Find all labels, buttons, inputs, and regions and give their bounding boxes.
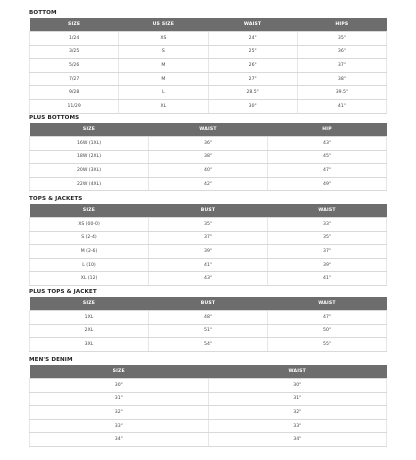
table-cell: M xyxy=(119,59,208,73)
table-cell: 33" xyxy=(30,419,209,433)
column-header: HIP xyxy=(268,123,387,137)
section-bottom xyxy=(29,9,387,114)
table-cell: XL (12) xyxy=(30,272,149,286)
table-row xyxy=(30,59,387,73)
table-cell: 41" xyxy=(268,272,387,286)
table-cell: 28.5" xyxy=(208,86,297,100)
table-cell: XS xyxy=(119,32,208,46)
table-row xyxy=(30,218,387,232)
column-header: WAIST xyxy=(208,365,387,379)
table-cell: 43" xyxy=(149,272,268,286)
table-row xyxy=(30,272,387,286)
table-cell: 38" xyxy=(297,72,386,86)
table-row xyxy=(30,164,387,178)
table-row xyxy=(30,45,387,59)
table-row xyxy=(30,231,387,245)
column-header: WAIST xyxy=(208,18,297,32)
table-cell: 37" xyxy=(149,231,268,245)
size-table xyxy=(29,18,387,114)
size-table xyxy=(29,123,387,191)
size-table xyxy=(29,365,387,447)
table-cell: 31" xyxy=(30,392,209,406)
table-cell: M (2-6) xyxy=(30,245,149,259)
column-header: SIZE xyxy=(30,365,209,379)
table-row xyxy=(30,86,387,100)
table-cell: 9/28 xyxy=(30,86,119,100)
table-cell: 26" xyxy=(208,59,297,73)
table-cell: 37" xyxy=(297,59,386,73)
table-cell: 31" xyxy=(208,392,387,406)
table-row xyxy=(30,150,387,164)
table-cell: 39" xyxy=(149,245,268,259)
table-cell: S xyxy=(119,45,208,59)
section-title: PLUS TOPS & JACKET xyxy=(29,289,97,295)
table-cell: 33" xyxy=(208,419,387,433)
table-cell: 1/24 xyxy=(30,32,119,46)
table-cell: 47" xyxy=(268,311,387,325)
table-cell: 34" xyxy=(208,433,387,447)
column-header: HIPS xyxy=(297,18,386,32)
table-cell: 41" xyxy=(297,99,386,113)
table-cell: 36" xyxy=(149,137,268,151)
table-cell: 33" xyxy=(268,218,387,232)
table-cell: 39.5" xyxy=(297,86,386,100)
table-row xyxy=(30,245,387,259)
table-cell: 45" xyxy=(268,150,387,164)
column-header: WAIST xyxy=(268,297,387,311)
table-cell: 48" xyxy=(149,311,268,325)
table-row xyxy=(30,433,387,447)
table-cell: 42" xyxy=(149,177,268,191)
table-cell: 5/26 xyxy=(30,59,119,73)
table-header-row xyxy=(30,123,387,137)
table-cell: 39" xyxy=(268,258,387,272)
column-header: WAIST xyxy=(149,123,268,137)
table-header-row xyxy=(30,18,387,32)
section-title: BOTTOM xyxy=(29,10,57,16)
section-plus-bottoms xyxy=(29,114,387,191)
size-table xyxy=(29,297,387,352)
table-cell: 30" xyxy=(30,379,209,393)
column-header: SIZE xyxy=(30,18,119,32)
table-cell: 1XL xyxy=(30,311,149,325)
table-cell: 41" xyxy=(149,258,268,272)
section-plus-tops-and-jacket xyxy=(29,288,387,352)
column-header: BUST xyxy=(149,297,268,311)
table-cell: 11/29 xyxy=(30,99,119,113)
table-cell: M xyxy=(119,72,208,86)
table-row xyxy=(30,392,387,406)
column-header: WAIST xyxy=(268,204,387,218)
table-cell: 47" xyxy=(268,164,387,178)
section-title: MEN'S DENIM xyxy=(29,357,73,363)
table-row xyxy=(30,72,387,86)
table-header-row xyxy=(30,365,387,379)
section-title: PLUS BOTTOMS xyxy=(29,115,80,121)
table-cell: 32" xyxy=(208,406,387,420)
table-cell: 38" xyxy=(149,150,268,164)
table-cell: 35" xyxy=(268,231,387,245)
table-cell: 54" xyxy=(149,338,268,352)
table-row xyxy=(30,137,387,151)
table-cell: 35" xyxy=(297,32,386,46)
table-cell: 16W (1XL) xyxy=(30,137,149,151)
table-cell: 32" xyxy=(30,406,209,420)
table-cell: 7/27 xyxy=(30,72,119,86)
column-header: US SIZE xyxy=(119,18,208,32)
table-row xyxy=(30,379,387,393)
table-row xyxy=(30,419,387,433)
table-row xyxy=(30,406,387,420)
column-header: SIZE xyxy=(30,204,149,218)
section-title: TOPS & JACKETS xyxy=(29,196,83,202)
table-cell: 25" xyxy=(208,45,297,59)
table-cell: 2XL xyxy=(30,324,149,338)
column-header: BUST xyxy=(149,204,268,218)
table-cell: 49" xyxy=(268,177,387,191)
table-row xyxy=(30,258,387,272)
table-row xyxy=(30,177,387,191)
table-cell: 55" xyxy=(268,338,387,352)
table-cell: L xyxy=(119,86,208,100)
size-table xyxy=(29,204,387,286)
section-mens-denim xyxy=(29,356,387,447)
table-cell: 30" xyxy=(208,99,297,113)
table-row xyxy=(30,99,387,113)
table-row xyxy=(30,32,387,46)
table-cell: 51" xyxy=(149,324,268,338)
table-cell: 50" xyxy=(268,324,387,338)
table-row xyxy=(30,311,387,325)
table-cell: 43" xyxy=(268,137,387,151)
table-header-row xyxy=(30,204,387,218)
table-cell: 22W (4XL) xyxy=(30,177,149,191)
table-cell: 3/25 xyxy=(30,45,119,59)
table-cell: 34" xyxy=(30,433,209,447)
table-cell: 3XL xyxy=(30,338,149,352)
table-cell: 35" xyxy=(149,218,268,232)
table-cell: 37" xyxy=(268,245,387,259)
table-cell: 20W (3XL) xyxy=(30,164,149,178)
table-cell: 27" xyxy=(208,72,297,86)
table-row xyxy=(30,338,387,352)
table-cell: 40" xyxy=(149,164,268,178)
table-cell: L (10) xyxy=(30,258,149,272)
table-cell: 36" xyxy=(297,45,386,59)
table-cell: XS (00-0) xyxy=(30,218,149,232)
table-header-row xyxy=(30,297,387,311)
section-tops-and-jackets xyxy=(29,195,387,286)
table-cell: S (2-4) xyxy=(30,231,149,245)
table-row xyxy=(30,324,387,338)
table-cell: 30" xyxy=(208,379,387,393)
column-header: SIZE xyxy=(30,297,149,311)
table-cell: 18W (2XL) xyxy=(30,150,149,164)
table-cell: 24" xyxy=(208,32,297,46)
table-cell: XL xyxy=(119,99,208,113)
column-header: SIZE xyxy=(30,123,149,137)
